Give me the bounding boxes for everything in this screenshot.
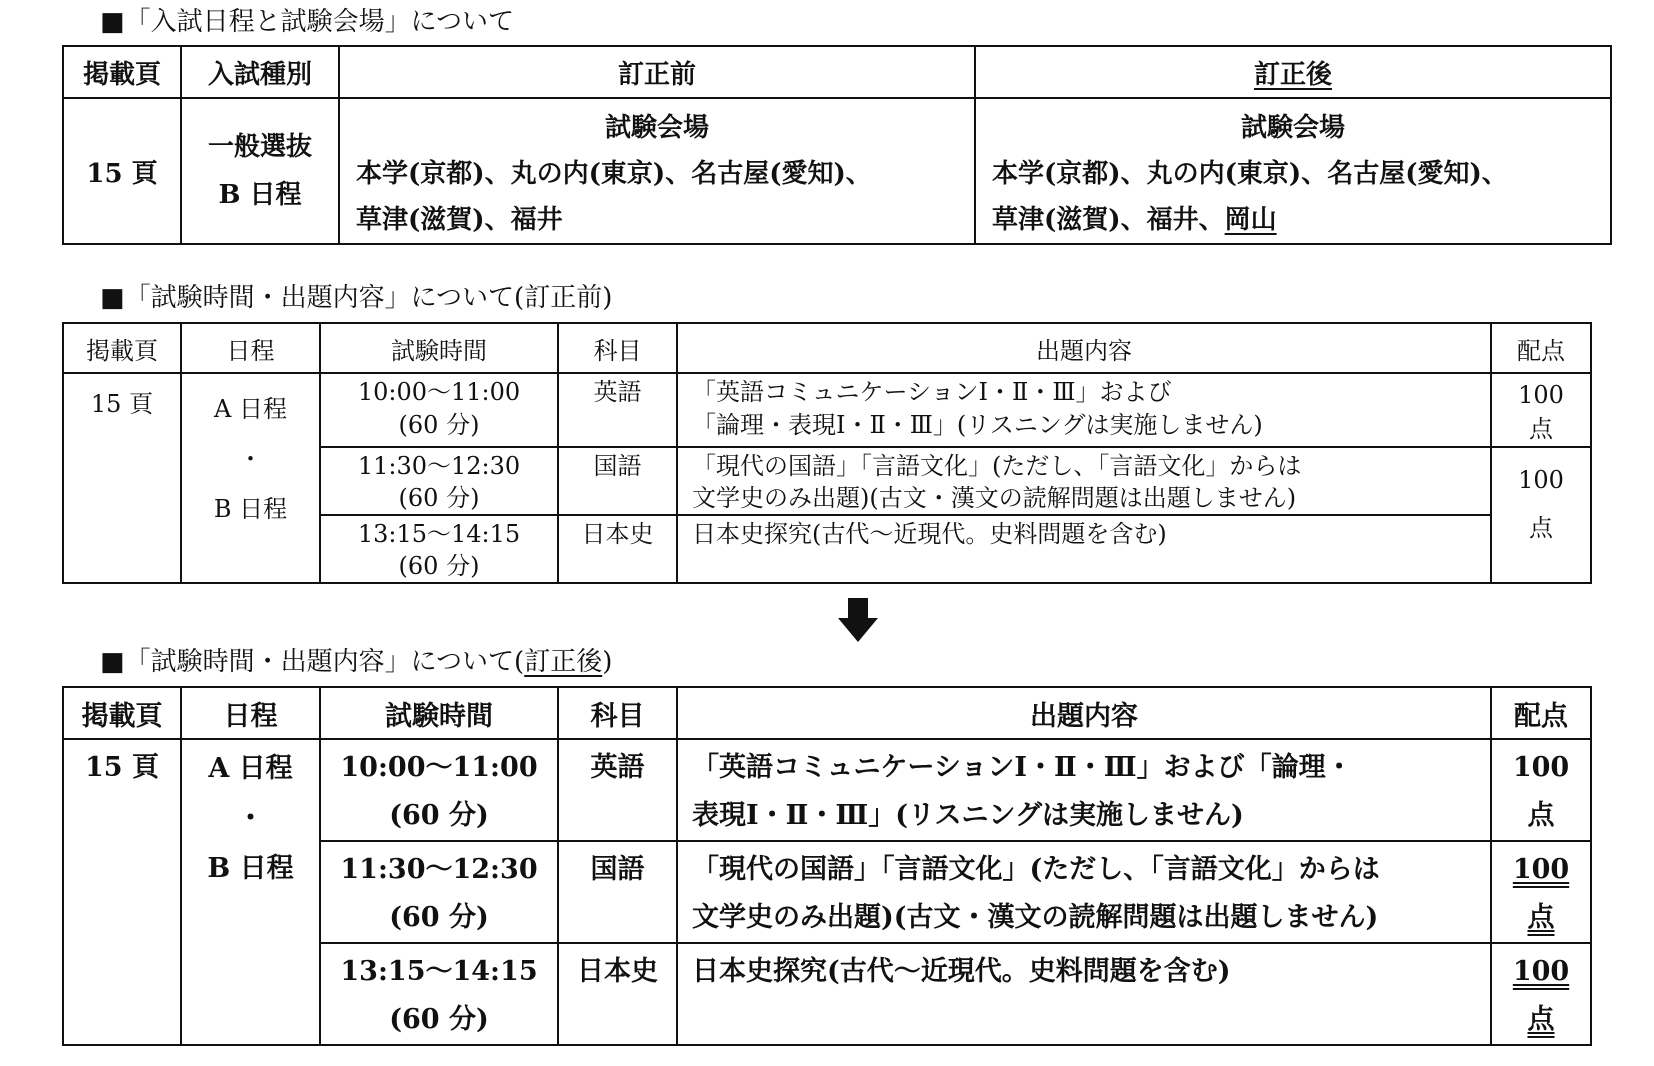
- section2-heading: [100, 282, 612, 314]
- venue-header-before: 訂正前: [339, 46, 975, 98]
- venue-type-line2: B 日程: [218, 180, 302, 210]
- arrow-down-icon: [838, 598, 878, 642]
- after-row2-time: 11:30〜12:30: [340, 854, 538, 885]
- before-row3-time: 13:15〜14:15: [357, 520, 521, 548]
- before-merged-points-cell: [1491, 447, 1591, 583]
- after-schedule-dot: ・: [237, 803, 264, 834]
- after-header-subject: 科目: [558, 687, 677, 739]
- before-header-points: 配点: [1491, 323, 1591, 373]
- section3-heading-prefix: ■「試験時間・出題内容」について(: [100, 647, 525, 677]
- before-page-text: 15 頁: [90, 390, 154, 418]
- before-header-schedule: 日程: [181, 323, 320, 373]
- after-row2-subject: 国語: [558, 841, 677, 943]
- after-row2-content1: 「現代の国語」「言語文化」(ただし、「言語文化」からは: [692, 854, 1380, 885]
- after-page-cell: [63, 739, 181, 1045]
- exam-after-table: [62, 686, 1592, 1046]
- section3-heading-underlined: 訂正後: [524, 647, 603, 677]
- venue-after-title: 試験会場: [1240, 113, 1345, 143]
- before-header-page: 掲載頁: [63, 323, 181, 373]
- after-row2-points1: 100: [1512, 854, 1570, 885]
- after-row1-content-cell: [677, 739, 1491, 841]
- after-header-time: 試験時間: [320, 687, 558, 739]
- before-row3-duration: (60 分): [398, 552, 480, 580]
- before-row1-content2: 「論理・表現Ⅰ・Ⅱ・Ⅲ」(リスニングは実施しません): [692, 411, 1263, 439]
- venue-after-line2-prefix: 草津(滋賀)、福井、: [992, 205, 1225, 235]
- before-row3-content-cell: [677, 515, 1491, 583]
- venue-before-title: 試験会場: [604, 113, 709, 143]
- after-row1-content2: 表現Ⅰ・Ⅱ・Ⅲ」(リスニングは実施しません): [692, 800, 1244, 831]
- after-row1-duration: (60 分): [389, 800, 489, 831]
- before-row2-duration: (60 分): [398, 484, 480, 512]
- after-row1-subject: 英語: [558, 739, 677, 841]
- venue-type-line1: 一般選抜: [207, 132, 312, 162]
- after-row3-points1: 100: [1512, 956, 1570, 987]
- after-row2-duration: (60 分): [389, 902, 489, 933]
- section1-heading: [100, 6, 514, 38]
- after-row2-points-cell: [1491, 841, 1591, 943]
- after-row3-points2: 点: [1527, 1004, 1555, 1035]
- before-schedule-a: A 日程: [214, 395, 287, 423]
- before-schedule-cell: [181, 373, 320, 583]
- before-row1-subject: 英語: [558, 373, 677, 447]
- before-row3-subject: 日本史: [558, 515, 677, 583]
- after-row1-content1: 「英語コミュニケーションⅠ・Ⅱ・Ⅲ」および「論理・: [692, 752, 1353, 783]
- before-row2-content-cell: [677, 447, 1491, 515]
- venue-after-line2: [992, 197, 1610, 243]
- after-row1-time: 10:00〜11:00: [340, 752, 538, 783]
- section2-heading-text: ■「試験時間・出題内容」について(訂正前): [100, 283, 613, 313]
- after-header-points: 配点: [1491, 687, 1591, 739]
- after-row3-time: 13:15〜14:15: [340, 956, 538, 987]
- before-row1-content-cell: [677, 373, 1491, 447]
- after-row2-content-cell: [677, 841, 1491, 943]
- venue-header-after: [975, 46, 1611, 98]
- after-row1-points1: 100: [1512, 752, 1570, 783]
- after-row3-duration: (60 分): [389, 1004, 489, 1035]
- before-schedule-b: B 日程: [213, 495, 288, 523]
- before-row2-time-cell: [320, 447, 558, 515]
- after-row3-time-cell: [320, 943, 558, 1045]
- after-row2-content2: 文学史のみ出題)(古文・漢文の読解問題は出題しません): [692, 902, 1379, 933]
- before-row1-time-cell: [320, 373, 558, 447]
- before-merged-points2: 点: [1529, 514, 1553, 542]
- venue-before-cell: [339, 98, 975, 244]
- after-row3-subject: 日本史: [558, 943, 677, 1045]
- section1-heading-text: ■「入試日程と試験会場」について: [100, 7, 515, 37]
- section3-heading: [100, 646, 612, 678]
- exam-before-table: [62, 322, 1592, 584]
- after-row3-content1: 日本史探究(古代〜近現代。史料問題を含む): [692, 956, 1231, 987]
- after-header-page: 掲載頁: [63, 687, 181, 739]
- after-row3-content-cell: [677, 943, 1491, 1045]
- before-row1-time: 10:00〜11:00: [357, 378, 521, 406]
- before-row2-time: 11:30〜12:30: [357, 452, 521, 480]
- before-header-content: 出題内容: [677, 323, 1491, 373]
- before-row1-duration: (60 分): [398, 411, 480, 439]
- before-row3-content1: 日本史探究(古代〜近現代。史料問題を含む): [692, 520, 1167, 548]
- section3-heading-suffix: ): [602, 647, 613, 677]
- after-schedule-cell: [181, 739, 320, 1045]
- venue-before-line1: 本学(京都)、丸の内(東京)、名古屋(愛知)、: [356, 159, 872, 189]
- after-row1-points2: 点: [1527, 800, 1555, 831]
- after-row1-time-cell: [320, 739, 558, 841]
- before-schedule-dot: ・: [238, 445, 263, 473]
- venue-before-line2: 草津(滋賀)、福井: [356, 205, 563, 235]
- venue-table: [62, 45, 1612, 245]
- venue-type-cell: [181, 98, 339, 244]
- venue-after-cell: [975, 98, 1611, 244]
- after-schedule-b: B 日程: [207, 853, 294, 884]
- before-merged-points1: 100: [1518, 466, 1564, 494]
- venue-after-added-venue: 岡山: [1224, 205, 1277, 235]
- after-row3-points-cell: [1491, 943, 1591, 1045]
- before-row2-content2: 文学史のみ出題)(古文・漢文の読解問題は出題しません): [692, 484, 1297, 512]
- venue-header-type: 入試種別: [181, 46, 339, 98]
- before-row1-content1: 「英語コミュニケーションⅠ・Ⅱ・Ⅲ」および: [692, 378, 1172, 406]
- before-header-subject: 科目: [558, 323, 677, 373]
- before-row1-points-cell: [1491, 373, 1591, 447]
- venue-header-page: 掲載頁: [63, 46, 181, 98]
- after-row2-time-cell: [320, 841, 558, 943]
- after-header-content: 出題内容: [677, 687, 1491, 739]
- venue-page-cell: 15 頁: [63, 98, 181, 244]
- before-row1-points2: 点: [1529, 415, 1553, 443]
- after-row2-points2: 点: [1527, 902, 1555, 933]
- before-row3-time-cell: [320, 515, 558, 583]
- before-page-cell: [63, 373, 181, 583]
- before-row2-content1: 「現代の国語」「言語文化」(ただし、「言語文化」からは: [692, 452, 1302, 480]
- before-row1-points1: 100: [1518, 381, 1564, 409]
- before-row2-subject: 国語: [558, 447, 677, 515]
- after-page-text: 15 頁: [85, 752, 159, 783]
- after-schedule-a: A 日程: [208, 753, 293, 784]
- venue-header-after-text: 訂正後: [1253, 59, 1332, 90]
- after-header-schedule: 日程: [181, 687, 320, 739]
- after-row1-points-cell: [1491, 739, 1591, 841]
- venue-after-line1: 本学(京都)、丸の内(東京)、名古屋(愛知)、: [992, 159, 1508, 189]
- before-header-time: 試験時間: [320, 323, 558, 373]
